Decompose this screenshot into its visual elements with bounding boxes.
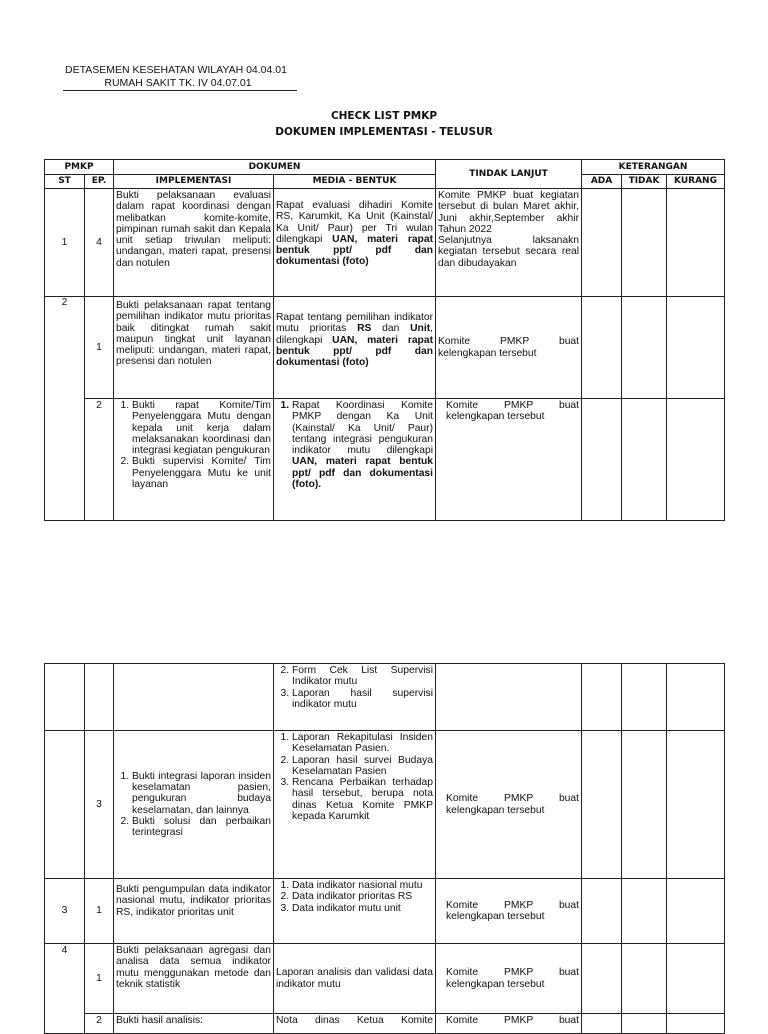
table-row — [45, 189, 725, 297]
media-item: 1. Data indikator nasional mutu — [292, 880, 433, 891]
media-item: 2. Data indikator prioritas RS — [292, 891, 433, 902]
cell-implementasi: Bukti pelaksanaan agregasi dan analisa data semua indikator mutu menggunakan metode dan teknik statistik — [114, 944, 274, 1014]
cell-st: 3 — [45, 879, 85, 944]
header-hospital: RUMAH SAKIT TK. IV 04.07.01 — [104, 77, 252, 89]
cell-kurang[interactable] — [667, 189, 725, 297]
cell-implementasi — [114, 399, 274, 521]
cell-media — [274, 189, 436, 297]
media-item: 1. Laporan Rekapitulasi Insiden Keselamatan Pasien. — [292, 732, 433, 755]
table-row — [45, 731, 725, 879]
media-item: 1. Rapat Koordinasi Komite PMKP dengan Ka Unit (Kainstal/ Ka Unit/ Paur) tentang integrasi pengukuran indikator mutu dilengkapi UAN, materi rapat bentuk ppt/ pdf dan dokumentasi (foto). — [292, 400, 433, 490]
cell-ep: 1 — [85, 944, 114, 1014]
impl-item: 1. Bukti integrasi laporan insiden keselamatan pasien, pengukuran budaya keselamatan, dan lainnya — [132, 771, 271, 816]
cell-implementasi: Bukti pelaksanaan rapat tentang pemilihan indikator mutu prioritas baik ditingkat rumah sakit maupun tingkat unit layanan meliputi: undangan, materi rapat, presensi dan notulen — [114, 297, 274, 399]
cell-tindak-lanjut: Komite PMKP buat kelengkapan tersebut — [436, 879, 582, 944]
cell-implementasi — [114, 731, 274, 879]
cell-st — [45, 731, 85, 879]
header-media: MEDIA - BENTUK — [274, 175, 436, 189]
cell-media — [274, 731, 436, 879]
cell-tindak-lanjut: Komite PMKP buat — [436, 1014, 582, 1034]
header-tidak: TIDAK — [622, 175, 667, 189]
cell-tindak-lanjut: Komite PMKP buat kelengkapan tersebut — [436, 944, 582, 1014]
cell-tidak[interactable] — [622, 944, 667, 1014]
cell-media — [274, 879, 436, 944]
tindak-text: Komite PMKP buat kegiatan tersebut di bulan Maret akhir, Juni akhir,September akhir Tahun 2022 — [438, 190, 580, 235]
cell-media — [274, 399, 436, 521]
cell-ada[interactable] — [582, 297, 622, 399]
cell-st: 4 — [45, 944, 85, 1034]
checklist-table-1 — [44, 159, 725, 521]
cell-kurang[interactable] — [667, 944, 725, 1014]
media-bold-text: UAN, materi rapat bentuk ppt/ pdf dan dokumentasi (foto) — [276, 233, 434, 268]
cell-tidak[interactable] — [622, 664, 667, 731]
cell-implementasi — [114, 664, 274, 731]
cell-ep — [85, 664, 114, 731]
header-keterangan: KETERANGAN — [582, 160, 725, 175]
table-row — [45, 879, 725, 944]
doc-title: CHECK LIST PMKP — [330, 110, 438, 122]
cell-kurang[interactable] — [667, 297, 725, 399]
cell-ada[interactable] — [582, 664, 622, 731]
cell-ep: 1 — [85, 879, 114, 944]
header-implementasi: IMPLEMENTASI — [114, 175, 274, 189]
cell-ep: 4 — [85, 189, 114, 297]
media-item: 2. Laporan hasil survei Budaya Keselamatan Pasien — [292, 755, 433, 778]
cell-ada[interactable] — [582, 879, 622, 944]
header-ada: ADA — [582, 175, 622, 189]
cell-ada[interactable] — [582, 189, 622, 297]
cell-kurang[interactable] — [667, 731, 725, 879]
cell-media: Nota dinas Ketua Komite — [274, 1014, 436, 1034]
cell-tidak[interactable] — [622, 879, 667, 944]
header-dokumen: DOKUMEN — [114, 160, 436, 175]
table-row — [45, 944, 725, 1014]
cell-tindak-lanjut: Komite PMKP buat kelengkapan tersebut — [436, 297, 582, 399]
tindak-text: Selanjutnya laksanakn kegiatan tersebut secara real dan dibudayakan — [438, 235, 580, 269]
table-row — [45, 664, 725, 731]
cell-st — [45, 664, 85, 731]
header-institution: DETASEMEN KESEHATAN WILAYAH 04.04.01 — [65, 64, 287, 76]
doc-subtitle: DOKUMEN IMPLEMENTASI - TELUSUR — [275, 126, 493, 138]
impl-item: 2. Bukti supervisi Komite/ Tim Penyelenggara Mutu ke unit layanan — [132, 456, 271, 490]
cell-tindak-lanjut: Komite PMKP buat kelengkapan tersebut — [436, 731, 582, 879]
cell-kurang[interactable] — [667, 399, 725, 521]
cell-ep: 1 — [85, 297, 114, 399]
cell-media — [274, 664, 436, 731]
cell-ada[interactable] — [582, 399, 622, 521]
cell-tidak[interactable] — [622, 297, 667, 399]
media-item: 2. Form Cek List Supervisi Indikator mutu — [292, 665, 433, 688]
cell-st: 1 — [45, 189, 85, 297]
header-tindak-lanjut: TINDAK LANJUT — [436, 160, 582, 189]
cell-tidak[interactable] — [622, 731, 667, 879]
cell-ep: 3 — [85, 731, 114, 879]
cell-tindak-lanjut — [436, 664, 582, 731]
cell-ada[interactable] — [582, 944, 622, 1014]
impl-item: 1. Bukti rapat Komite/Tim Penyelenggara Mutu dengan kepala unit kerja dalam melaksanakan koordinasi dan integrasi kegiatan pengukuran — [132, 400, 271, 456]
cell-st: 2 — [45, 297, 85, 521]
cell-tidak[interactable] — [622, 399, 667, 521]
document-header — [60, 64, 296, 90]
cell-tindak-lanjut: Komite PMKP buat kelengkapan tersebut — [436, 399, 582, 521]
cell-ep: 2 — [85, 1014, 114, 1034]
table-row — [45, 399, 725, 521]
impl-item: 2. Bukti solusi dan perbaikan terintegrasi — [132, 816, 271, 839]
header-underline — [63, 90, 297, 91]
header-st: ST — [45, 175, 85, 189]
cell-implementasi: Bukti pengumpulan data indikator nasional mutu, indikator prioritas RS, indikator prioritas unit — [114, 879, 274, 944]
header-kurang: KURANG — [667, 175, 725, 189]
cell-media: Rapat tentang pemilihan indikator mutu prioritas RS dan Unit, dilengkapi UAN, materi rapat bentuk ppt/ pdf dan dokumentasi (foto) — [274, 297, 436, 399]
header-pmkp: PMKP — [45, 160, 114, 175]
table-row — [45, 297, 725, 399]
cell-implementasi: Bukti hasil analisis: — [114, 1014, 274, 1034]
cell-media: Laporan analisis dan validasi data indikator mutu — [274, 944, 436, 1014]
media-item: 3. Rencana Perbaikan terhadap hasil tersebut, berupa nota dinas Ketua Komite PMKP kepada Karumkit — [292, 777, 433, 822]
media-item: 3. Data indikator mutu unit — [292, 903, 433, 914]
cell-tidak[interactable] — [622, 189, 667, 297]
cell-kurang[interactable] — [667, 879, 725, 944]
media-item: 3. Laporan hasil supervisi indikator mutu — [292, 688, 433, 711]
cell-ada[interactable] — [582, 731, 622, 879]
cell-kurang[interactable] — [667, 664, 725, 731]
checklist-table-2 — [44, 663, 725, 1034]
media-text: Rapat evaluasi dihadiri Komite RS, Karumkit, Ka Unit (Kainstal/ Ka Unit/ Paur) per Tri wulan dilengkapi — [276, 200, 434, 245]
cell-tindak-lanjut — [436, 189, 582, 297]
header-ep: EP. — [85, 175, 114, 189]
cell-ep: 2 — [85, 399, 114, 521]
cell-implementasi: Bukti pelaksanaan evaluasi dalam rapat koordinasi dengan melibatkan komite-komite, pimpinan rumah sakit dan Kepala unit setiap triwulan meliputi: undangan, materi rapat, presensi dan notulen — [114, 189, 274, 297]
